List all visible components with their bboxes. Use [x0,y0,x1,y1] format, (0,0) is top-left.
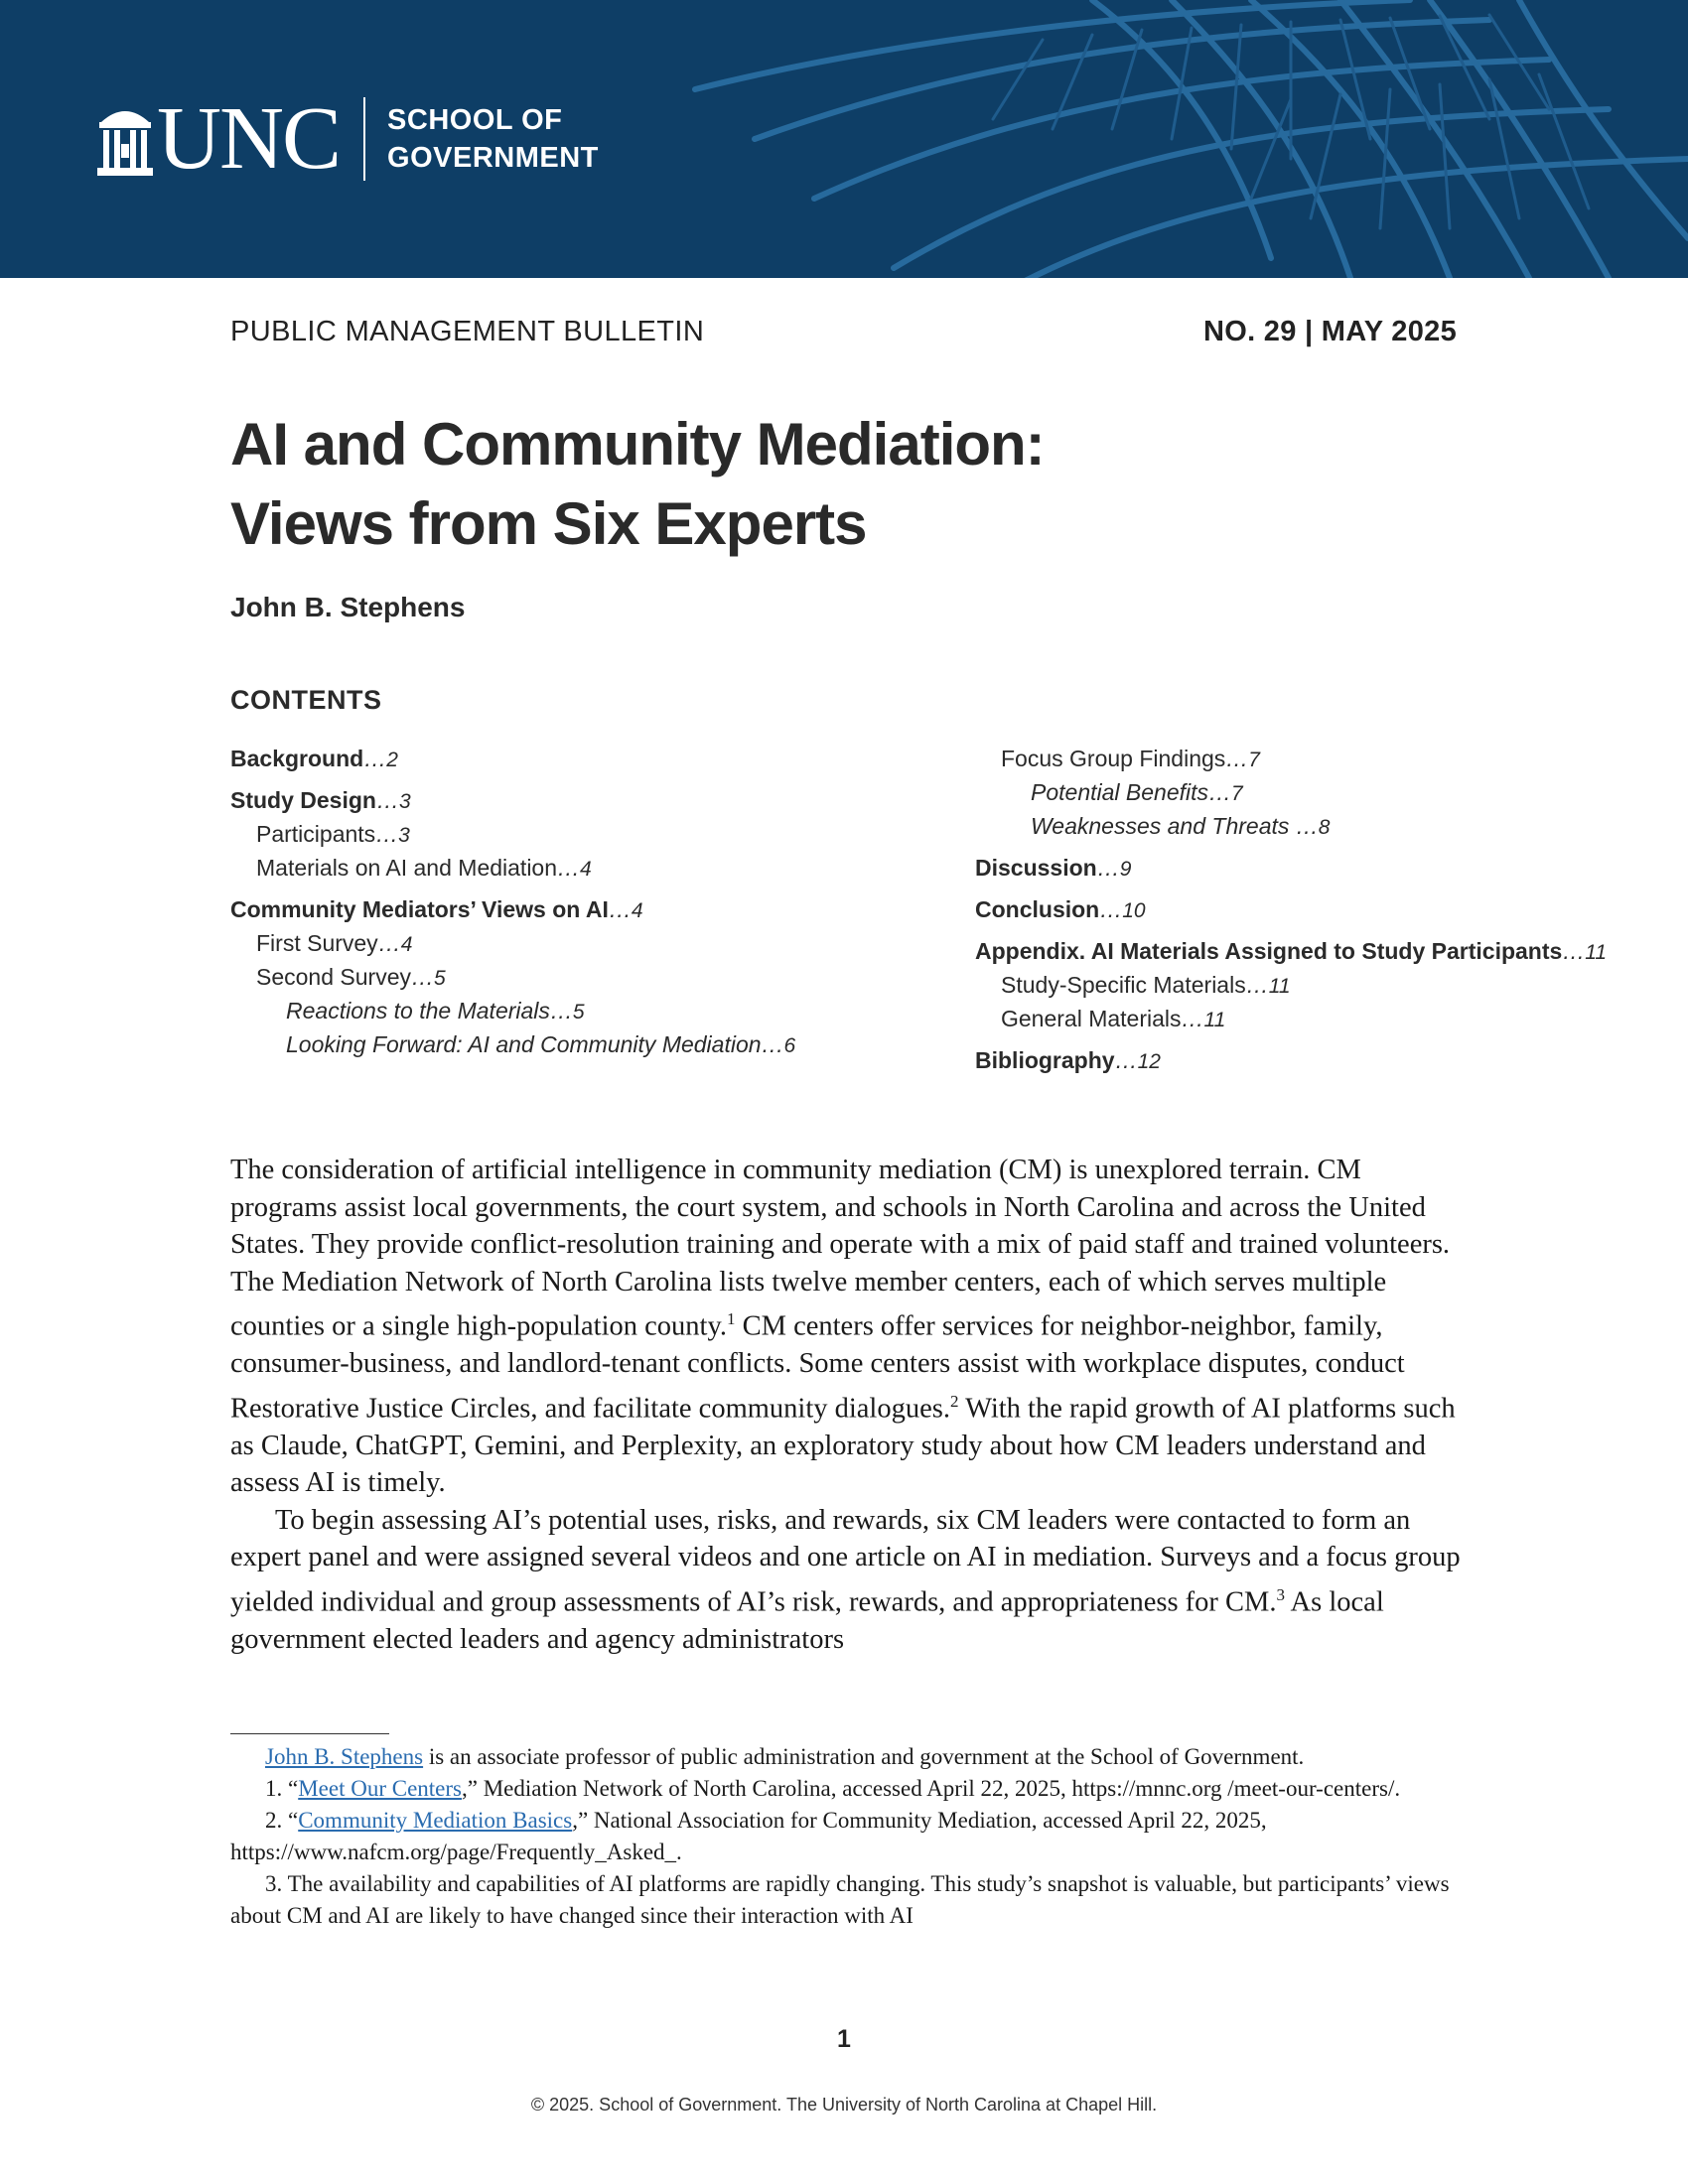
body-text-run: With the rapid growth of AI platforms such as Claude, ChatGPT, Gemini, and Perplexity, an exploratory study about how CM leaders understand and assess AI is timely. [230,1393,1456,1498]
toc-item-general-materials[interactable] [975,1003,1607,1036]
footnotes [230,1741,1462,1932]
toc-leader: … [1562,938,1586,964]
toc-page: 3 [398,790,411,813]
toc-page: 4 [400,933,413,956]
toc-leader: … [557,855,581,881]
toc-item-first-survey[interactable] [230,927,795,961]
toc-item-discussion[interactable] [975,852,1607,886]
title-line-1: AI and Community Mediation: [230,411,1045,478]
footnote-3: 3. The availability and capabilities of AI platforms are rapidly changing. This study’s snapshot is valuable, but participants’ views about CM and AI are likely to have changed since their interaction with AI [230,1871,1450,1928]
toc-label: Weaknesses and Threats [1031,813,1296,839]
toc-leader: … [608,896,632,922]
unc-logo[interactable] [97,89,599,188]
toc-page: 8 [1318,816,1331,839]
header-banner [0,0,1688,278]
footnote-1 [230,1773,1462,1805]
footnote-number: 2. “ [265,1808,299,1833]
footnote-ref-1[interactable]: 1 [726,1309,736,1328]
toc-page: 5 [433,967,446,990]
school-name [387,101,599,177]
toc-item-appendix[interactable] [975,935,1607,969]
toc-leader: … [1295,813,1319,839]
toc-leader: … [375,821,399,847]
toc-leader: … [1208,779,1232,805]
logo-divider [363,97,365,181]
toc-label: Conclusion [975,896,1100,922]
toc-label: Background [230,746,364,771]
toc-page: 11 [1585,941,1608,964]
copyright-notice: © 2025. School of Government. The University of North Carolina at Chapel Hill. [530,2095,1158,2115]
toc-page: 6 [783,1034,796,1057]
toc-leader: … [549,998,573,1024]
toc-item-participants[interactable] [230,818,795,852]
toc-leader: … [410,964,434,990]
toc-leader: … [1225,746,1249,771]
toc-page: 7 [1248,749,1260,771]
meet-our-centers-link[interactable]: Meet Our Centers [298,1776,463,1801]
toc-leader: … [1114,1047,1138,1073]
toc-left-column [230,743,795,1062]
body-text-run: CM centers offer services for neighbor-neighbor, family, consumer-business, and landlord-tenant conflicts. Some centers assist with workplace disputes, conduct Restorative Justice Circles, and facilitate community dialogues. [230,1310,1405,1424]
toc-item-looking-forward[interactable] [230,1028,795,1062]
body-paragraph-1 [230,1152,1472,1502]
toc-item-weaknesses[interactable] [975,810,1607,844]
toc-item-reactions[interactable] [230,995,795,1028]
toc-label: Discussion [975,855,1097,881]
footnote-ref-3[interactable]: 3 [1276,1584,1285,1604]
toc-label: Materials on AI and Mediation [256,855,558,881]
toc-label: First Survey [256,930,378,956]
toc-leader: … [377,930,401,956]
toc-label: Study-Specific Materials [1001,972,1246,998]
body-text-run: The consideration of artificial intelligence in community mediation (CM) is unexplored terrain. CM programs assist local governments, the court system, and schools in North Carolina and across the United States. They provide conflict-resolution training and operate with a mix of paid staff and trained volunteers. The Mediation Network of North Carolina lists twelve member centers, each of which serves multiple counties or a single high-population county. [230,1155,1451,1342]
document-title [230,405,1045,564]
footnote-text: ,” Mediation Network of North Carolina, accessed April 22, 2025, https://mnnc.org /meet-our-centers/. [462,1776,1401,1801]
toc-item-bibliography[interactable] [975,1044,1607,1078]
toc-page: 10 [1122,899,1146,922]
toc-page: 3 [398,824,410,847]
toc-page: 11 [1203,1009,1226,1031]
toc-leader: … [1181,1006,1204,1031]
toc-leader: … [761,1031,784,1057]
series-title: PUBLIC MANAGEMENT BULLETIN [230,316,705,347]
toc-page: 12 [1137,1050,1161,1073]
toc-page: 4 [631,899,643,922]
toc-page: 11 [1268,975,1291,998]
toc-right-column [975,743,1607,1078]
author-name: John B. Stephens [230,592,466,622]
toc-label: Participants [256,821,376,847]
toc-label: Focus Group Findings [1001,746,1226,771]
toc-label: Looking Forward: AI and Community Mediation [286,1031,762,1057]
body-paragraph-2 [230,1502,1472,1659]
toc-page: 7 [1231,782,1243,805]
community-mediation-basics-link[interactable]: Community Mediation Basics [298,1808,573,1833]
toc-label: Potential Benefits [1031,779,1209,805]
footnote-text: ,” National Association for Community Mediation, accessed April 22, 2025, https://www.nafcm.org/page/Frequently_Asked_. [230,1808,1267,1864]
footnote-author [230,1741,1462,1773]
toc-page: 2 [386,749,398,771]
toc-item-potential-benefits[interactable] [975,776,1607,810]
body-text-run: As local government elected leaders and agency administrators [230,1586,1384,1655]
footnote-number: 1. “ [265,1776,299,1801]
toc-item-study-design[interactable] [230,784,795,818]
toc-leader: … [363,746,387,771]
author-link[interactable]: John B. Stephens [265,1744,424,1769]
school-line-1: SCHOOL OF [387,104,563,136]
page-number: 1 [837,2025,851,2053]
footnote-2 [230,1805,1462,1868]
toc-page: 9 [1119,858,1132,881]
toc-item-focus-group[interactable] [975,743,1607,776]
toc-label: Study Design [230,787,376,813]
title-line-2: Views from Six Experts [230,490,867,557]
toc-item-mediators-views[interactable] [230,893,795,927]
toc-page: 5 [572,1001,585,1024]
toc-label: Second Survey [256,964,411,990]
toc-label: Reactions to the Materials [286,998,550,1024]
old-well-icon [97,100,153,178]
toc-leader: … [1245,972,1269,998]
footnote-ref-2[interactable]: 2 [949,1391,959,1411]
toc-label: Community Mediators’ Views on AI [230,896,609,922]
toc-leader: … [375,787,399,813]
toc-label: Bibliography [975,1047,1115,1073]
toc-item-conclusion[interactable] [975,893,1607,927]
school-line-2: GOVERNMENT [387,142,599,174]
contents-heading: CONTENTS [230,685,382,715]
toc-page: 4 [580,858,592,881]
toc-label: Appendix. AI Materials Assigned to Study Participants [975,938,1563,964]
toc-item-background[interactable] [230,743,795,776]
toc-label: General Materials [1001,1006,1182,1031]
footnote-rule [230,1733,389,1734]
issue-date: NO. 29 | MAY 2025 [1202,316,1457,347]
footnote-text: is an associate professor of public administration and government at the School of Government. [423,1744,1305,1769]
toc-leader: … [1099,896,1123,922]
toc-item-study-specific[interactable] [975,969,1607,1003]
toc-item-materials[interactable] [230,852,795,886]
body-text [230,1152,1472,1658]
unc-wordmark: UNC [157,89,341,188]
body-text-run: To begin assessing AI’s potential uses, risks, and rewards, six CM leaders were contacted to form an expert panel and were assigned several videos and one article on AI in mediation. Surveys and a focus group yielded individual and group assessments of AI’s risk, rewards, and appropriateness for CM. [230,1504,1461,1617]
toc-item-second-survey[interactable] [230,961,795,995]
toc-leader: … [1096,855,1120,881]
